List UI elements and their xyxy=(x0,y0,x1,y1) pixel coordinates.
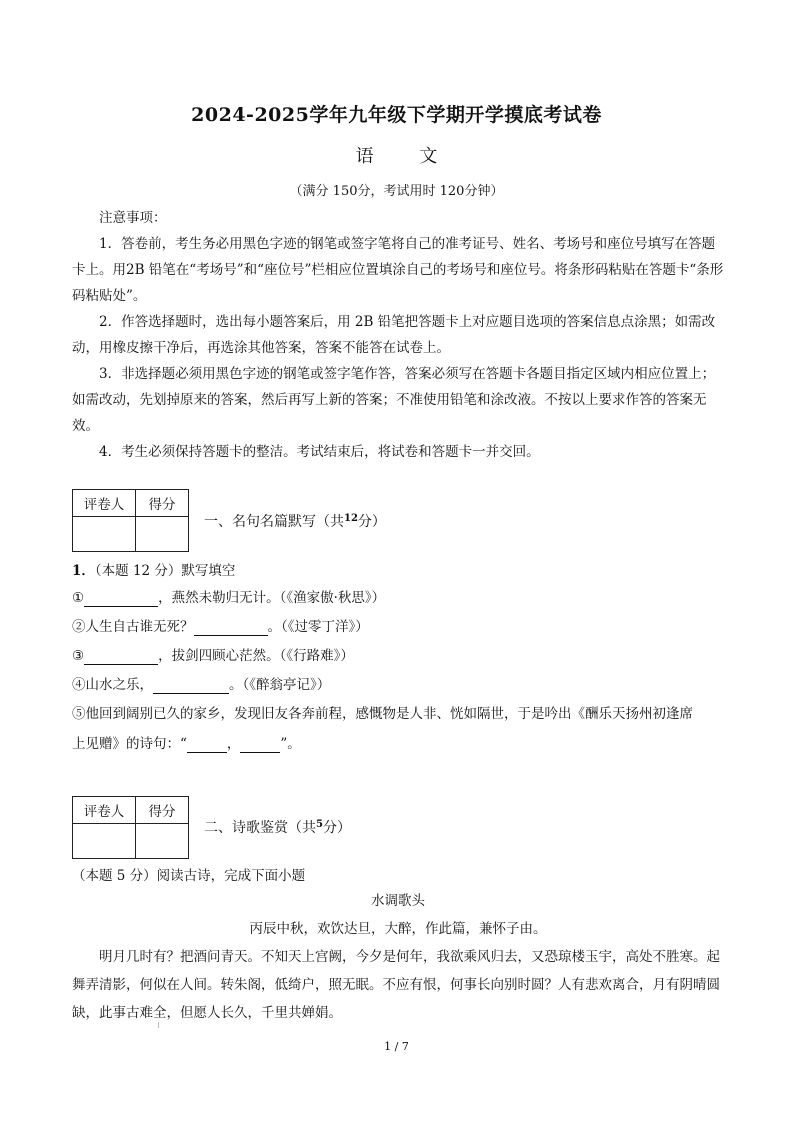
fill-item-2-post: 。（《过零丁洋》） xyxy=(267,619,369,635)
fill-item-3 xyxy=(72,644,724,665)
fill-item-3-post: ，拔剑四顾心茫然。（《行路难》） xyxy=(158,648,354,664)
fill-item-5-post: ”。 xyxy=(280,736,301,752)
poem-block xyxy=(72,887,724,1027)
fill-blank-4[interactable] xyxy=(153,677,229,694)
section1-title-prefix: 一、名句名篇默写（共 xyxy=(204,514,344,530)
question1-desc: （本题 12 分）默写填空 xyxy=(94,563,236,579)
poem-preface: 丙辰中秋，欢饮达旦，大醉，作此篇，兼怀子由。 xyxy=(249,921,547,937)
fill-item-2-pre: ②人生自古谁无死？ xyxy=(72,619,194,635)
section2-title xyxy=(204,817,351,837)
notice-item-3: 3．非选择题必须用黑色字迹的钢笔或签字笔作答，答案必须写在答题卡各题目指定区域内相应位置上；如需改动，先划掉原来的答案，然后再写上新的答案；不准使用铅笔和涂改液。不按以上要求作答的答案无效。 xyxy=(72,366,716,434)
question2-desc: （本题 5 分）阅读古诗，完成下面小题 xyxy=(72,868,306,884)
question1-number: 1． xyxy=(72,563,95,579)
fill-item-5-mid: ， xyxy=(226,736,241,752)
grader-cell xyxy=(73,824,136,859)
fill-item-4 xyxy=(72,673,724,694)
score-cell xyxy=(136,517,189,552)
score-label: 得分 xyxy=(136,490,189,517)
fill-item-1-post: ，燕然未勒归无计。（《渔家傲·秋思》） xyxy=(158,590,386,606)
margin-mark xyxy=(158,1022,159,1028)
grader-label: 评卷人 xyxy=(73,490,136,517)
notice-item-1: 1．答卷前，考生务必用黑色字迹的钢笔或签字笔将自己的准考证号、姓名、考场号和座位号填写在答题卡上。用2B 铅笔在“考场号”和“座位号”栏相应位置填涂自己的考场号和座位号。将条形码粘贴在答题卡“条形码粘贴处”。 xyxy=(72,236,724,304)
exam-title: 2024-2025学年九年级下学期开学摸底考试卷 xyxy=(191,104,602,126)
notices-heading: 注意事项： xyxy=(99,210,167,226)
fill-item-3-pre: ③ xyxy=(72,648,85,664)
grader-label: 评卷人 xyxy=(73,797,136,824)
section2-title-prefix: 二、诗歌鉴赏（共 xyxy=(204,820,316,836)
poem-title: 水调歌头 xyxy=(371,893,425,909)
section1-points: 12 xyxy=(344,513,358,524)
exam-subject: 语 文 xyxy=(355,146,458,167)
score-cell xyxy=(136,824,189,859)
section1-title xyxy=(204,511,386,531)
section2-points: 5 xyxy=(316,819,323,830)
notice-item-2: 2．作答选择题时，选出每小题答案后，用 2B 铅笔把答题卡上对应题目选项的答案信息点涂黑；如需改动，用橡皮擦干净后，再选涂其他答案，答案不能答在试卷上。 xyxy=(72,314,716,356)
section2-title-suffix: 分） xyxy=(322,820,351,836)
notices-block xyxy=(72,205,724,465)
fill-blank-2[interactable] xyxy=(194,619,268,636)
section1-title-suffix: 分） xyxy=(357,514,386,530)
fill-blank-5a[interactable] xyxy=(187,736,227,753)
fill-item-1 xyxy=(72,586,724,607)
fill-blank-5b[interactable] xyxy=(240,736,280,753)
score-table-section1 xyxy=(72,489,189,552)
notice-item-4: 4．考生必须保持答题卡的整洁。考试结束后，将试卷和答题卡一并交回。 xyxy=(99,444,540,460)
fill-blank-1[interactable] xyxy=(84,590,158,607)
fill-item-1-pre: ① xyxy=(72,590,85,606)
fill-item-5-line2 xyxy=(72,732,724,753)
fill-item-5-line1: ⑤他回到阔别已久的家乡，发现旧友各奔前程，感慨物是人非、恍如隔世，于是吟出《酬乐天扬州初逢席 xyxy=(72,706,693,722)
fill-item-5-pre: 上见赠》的诗句：“ xyxy=(72,736,187,752)
fill-item-4-pre: ④山水之乐， xyxy=(72,677,153,693)
poem-body: 明月几时有？把酒问青天。不知天上宫阙，今夕是何年，我欲乘风归去，又恐琼楼玉宇，高处不胜寒。起舞弄清影，何似在人间。转朱阁，低绮户，照无眠。不应有恨，何事长向别时圆？人有悲欢离合，月有阴晴圆缺，此事古难全，但愿人长久，千里共婵娟。 xyxy=(72,949,720,1021)
fill-item-2 xyxy=(72,615,724,636)
fill-item-4-post: 。（《醉翁亭记》） xyxy=(229,677,331,693)
exam-meta: （满分 150分，考试用时 120分钟） xyxy=(289,184,504,199)
score-table-section2 xyxy=(72,796,189,859)
fill-blank-3[interactable] xyxy=(84,648,158,665)
question1-header xyxy=(72,559,722,579)
page-number: 1 / 7 xyxy=(384,1040,409,1053)
grader-cell xyxy=(73,517,136,552)
score-label: 得分 xyxy=(136,797,189,824)
